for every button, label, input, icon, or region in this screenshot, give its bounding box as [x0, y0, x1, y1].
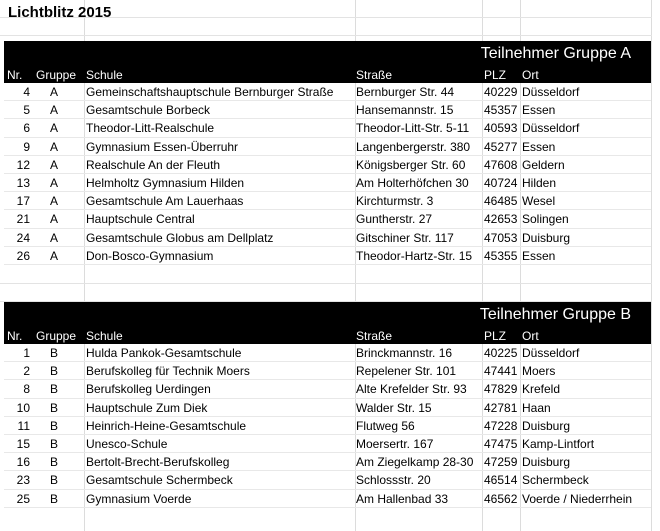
cell-gruppe: A	[49, 194, 58, 209]
cell-strasse: Alte Krefelder Str. 93	[356, 382, 467, 397]
cell-gruppe: B	[49, 491, 58, 506]
cell-schule: Gemeinschaftshauptschule Bernburger Straße	[86, 85, 334, 99]
cell-nr: 4	[23, 85, 30, 99]
cell-plz: 46562	[484, 491, 518, 506]
table-row[interactable]	[4, 156, 651, 174]
cell-nr: 26	[16, 248, 30, 263]
col-header-nr: Nr.	[7, 68, 23, 82]
cell-ort: Essen	[522, 103, 556, 118]
col-header-schule: Schule	[86, 329, 123, 343]
cell-nr: 10	[16, 400, 30, 415]
empty-row	[0, 266, 652, 284]
cell-strasse: Guntherstr. 27	[356, 212, 433, 227]
cell-strasse: Kirchturmstr. 3	[356, 194, 434, 209]
cell-nr: 6	[23, 121, 30, 136]
cell-plz: 42781	[484, 400, 518, 415]
empty-row	[0, 284, 652, 302]
table-row[interactable]	[4, 174, 651, 192]
cell-plz: 47475	[484, 436, 518, 451]
cell-plz: 40724	[484, 175, 518, 190]
cell-plz: 40229	[484, 85, 518, 99]
table-row[interactable]	[4, 192, 651, 210]
cell-ort: Duisburg	[522, 418, 571, 433]
col-header-plz: PLZ	[484, 68, 507, 82]
table-row[interactable]	[4, 417, 651, 435]
cell-schule: Gymnasium Voerde	[86, 491, 192, 506]
cell-gruppe: B	[49, 400, 58, 415]
cell-schule: Hulda Pankok-Gesamtschule	[86, 346, 242, 360]
cell-schule: Berufskolleg Uerdingen	[86, 382, 211, 397]
cell-schule: Hauptschule Central	[86, 212, 195, 227]
cell-gruppe: A	[49, 103, 58, 118]
cell-schule: Gesamtschule Schermbeck	[86, 473, 233, 488]
col-header-ort: Ort	[522, 68, 539, 82]
cell-plz: 47053	[484, 230, 518, 245]
cell-gruppe: A	[49, 121, 58, 136]
cell-plz: 47441	[484, 364, 518, 379]
group-b-rows	[4, 344, 651, 508]
cell-strasse: Gitschiner Str. 117	[356, 230, 454, 245]
cell-strasse: Am Ziegelkamp 28-30	[356, 455, 474, 470]
cell-nr: 12	[16, 157, 30, 172]
cell-strasse: Theodor-Hartz-Str. 15	[356, 248, 473, 263]
cell-gruppe: A	[49, 212, 58, 227]
cell-strasse: Am Hallenbad 33	[356, 491, 449, 506]
cell-nr: 24	[16, 230, 30, 245]
cell-nr: 5	[23, 103, 30, 118]
cell-strasse: Langenbergerstr. 380	[356, 139, 471, 154]
cell-strasse: Moersertr. 167	[356, 436, 434, 451]
table-row[interactable]	[4, 247, 651, 265]
cell-schule: Helmholtz Gymnasium Hilden	[86, 175, 245, 190]
cell-ort: Essen	[522, 139, 556, 154]
cell-strasse: Repelener Str. 101	[356, 364, 457, 379]
table-row[interactable]	[4, 399, 651, 417]
cell-ort: Solingen	[522, 212, 569, 227]
table-group-b	[4, 302, 651, 508]
cell-nr: 13	[16, 175, 30, 190]
table-row[interactable]	[4, 490, 651, 508]
table-row[interactable]	[4, 101, 651, 119]
cell-plz: 45357	[484, 103, 518, 118]
cell-plz: 45355	[484, 248, 518, 263]
col-header-plz: PLZ	[484, 329, 507, 343]
cell-nr: 15	[16, 436, 30, 451]
cell-nr: 23	[16, 473, 30, 488]
cell-gruppe: B	[49, 346, 58, 360]
cell-ort: Düsseldorf	[522, 346, 580, 360]
cell-plz: 46514	[484, 473, 518, 488]
cell-nr: 8	[23, 382, 30, 397]
cell-nr: 21	[16, 212, 30, 227]
cell-gruppe: B	[49, 455, 58, 470]
cell-plz: 47829	[484, 382, 518, 397]
cell-strasse: Walder Str. 15	[356, 400, 432, 415]
cell-gruppe: A	[49, 248, 58, 263]
cell-strasse: Flutweg 56	[356, 418, 415, 433]
table-row[interactable]	[4, 362, 651, 380]
page-title: Lichtblitz 2015	[8, 4, 112, 21]
cell-nr: 16	[16, 455, 30, 470]
cell-schule: Gymnasium Essen-Überruhr	[86, 139, 239, 154]
group-a-rows	[4, 83, 651, 265]
table-row[interactable]	[4, 435, 651, 453]
cell-nr: 25	[16, 491, 30, 506]
cell-schule: Theodor-Litt-Realschule	[86, 121, 215, 136]
cell-nr: 1	[23, 346, 30, 360]
cell-plz: 40225	[484, 346, 518, 360]
empty-row	[0, 18, 652, 36]
cell-schule: Gesamtschule Borbeck	[86, 103, 211, 118]
cell-schule: Gesamtschule Am Lauerhaas	[86, 194, 244, 209]
table-row[interactable]	[4, 210, 651, 228]
cell-strasse: Schlossstr. 20	[356, 473, 431, 488]
cell-schule: Hauptschule Zum Diek	[86, 400, 208, 415]
cell-ort: Geldern	[522, 157, 565, 172]
cell-strasse: Brinckmannstr. 16	[356, 346, 453, 360]
cell-schule: Don-Bosco-Gymnasium	[86, 248, 214, 263]
cell-ort: Düsseldorf	[522, 121, 580, 136]
table-row[interactable]	[4, 119, 651, 137]
cell-strasse: Hansemannstr. 15	[356, 103, 454, 118]
cell-ort: Düsseldorf	[522, 85, 580, 99]
cell-ort: Haan	[522, 400, 551, 415]
cell-gruppe: B	[49, 473, 58, 488]
cell-gruppe: B	[49, 436, 58, 451]
col-header-gruppe: Gruppe	[36, 68, 77, 82]
cell-strasse: Am Holterhöfchen 30	[356, 175, 469, 190]
cell-strasse: Königsberger Str. 60	[356, 157, 466, 172]
cell-gruppe: B	[49, 382, 58, 397]
col-header-schule: Schule	[86, 68, 123, 82]
cell-plz: 42653	[484, 212, 518, 227]
cell-schule: Berufskolleg für Technik Moers	[86, 364, 250, 379]
col-header-nr: Nr.	[7, 329, 23, 343]
table-group-a	[4, 41, 651, 265]
cell-strasse: Theodor-Litt-Str. 5-11	[356, 121, 470, 136]
cell-ort: Duisburg	[522, 230, 571, 245]
cell-strasse: Bernburger Str. 44	[356, 85, 455, 99]
cell-gruppe: A	[49, 139, 58, 154]
empty-row	[0, 0, 652, 18]
cell-ort: Moers	[522, 364, 556, 379]
group-a-title: Teilnehmer Gruppe A	[480, 45, 631, 62]
cell-nr: 2	[23, 364, 30, 379]
cell-ort: Essen	[522, 248, 556, 263]
cell-plz: 40593	[484, 121, 518, 136]
cell-ort: Krefeld	[522, 382, 561, 397]
cell-schule: Unesco-Schule	[86, 436, 168, 451]
cell-plz: 47228	[484, 418, 518, 433]
table-row[interactable]	[4, 138, 651, 156]
cell-ort: Duisburg	[522, 455, 571, 470]
col-header-ort: Ort	[522, 329, 539, 343]
group-a-header	[4, 41, 651, 83]
col-header-gruppe: Gruppe	[36, 329, 77, 343]
table-row[interactable]	[4, 471, 651, 489]
cell-plz: 47259	[484, 455, 518, 470]
group-b-header	[4, 302, 651, 344]
cell-ort: Wesel	[522, 194, 556, 209]
cell-gruppe: A	[49, 157, 58, 172]
cell-nr: 11	[17, 418, 30, 433]
cell-schule: Bertolt-Brecht-Berufskolleg	[86, 455, 230, 470]
cell-ort: Hilden	[522, 175, 557, 190]
table-row[interactable]	[4, 453, 651, 471]
col-header-strasse: Straße	[356, 329, 393, 343]
cell-gruppe: B	[49, 418, 58, 433]
cell-schule: Realschule An der Fleuth	[86, 157, 221, 172]
table-row[interactable]	[4, 229, 651, 247]
table-row[interactable]	[4, 380, 651, 398]
cell-schule: Heinrich-Heine-Gesamtschule	[86, 418, 247, 433]
table-row[interactable]	[4, 344, 651, 362]
cell-gruppe: B	[49, 364, 58, 379]
cell-gruppe: A	[49, 85, 58, 99]
cell-plz: 46485	[484, 194, 518, 209]
table-row[interactable]	[4, 83, 651, 101]
cell-nr: 17	[16, 194, 30, 209]
group-b-title: Teilnehmer Gruppe B	[479, 306, 631, 323]
cell-gruppe: A	[49, 175, 58, 190]
cell-plz: 45277	[484, 139, 518, 154]
cell-ort: Schermbeck	[522, 473, 589, 488]
cell-nr: 9	[23, 139, 30, 154]
col-header-strasse: Straße	[356, 68, 393, 82]
cell-schule: Gesamtschule Globus am Dellplatz	[86, 230, 274, 245]
cell-gruppe: A	[49, 230, 58, 245]
cell-ort: Kamp-Lintfort	[522, 436, 595, 451]
cell-ort: Voerde / Niederrhein	[522, 491, 633, 506]
cell-plz: 47608	[484, 157, 518, 172]
